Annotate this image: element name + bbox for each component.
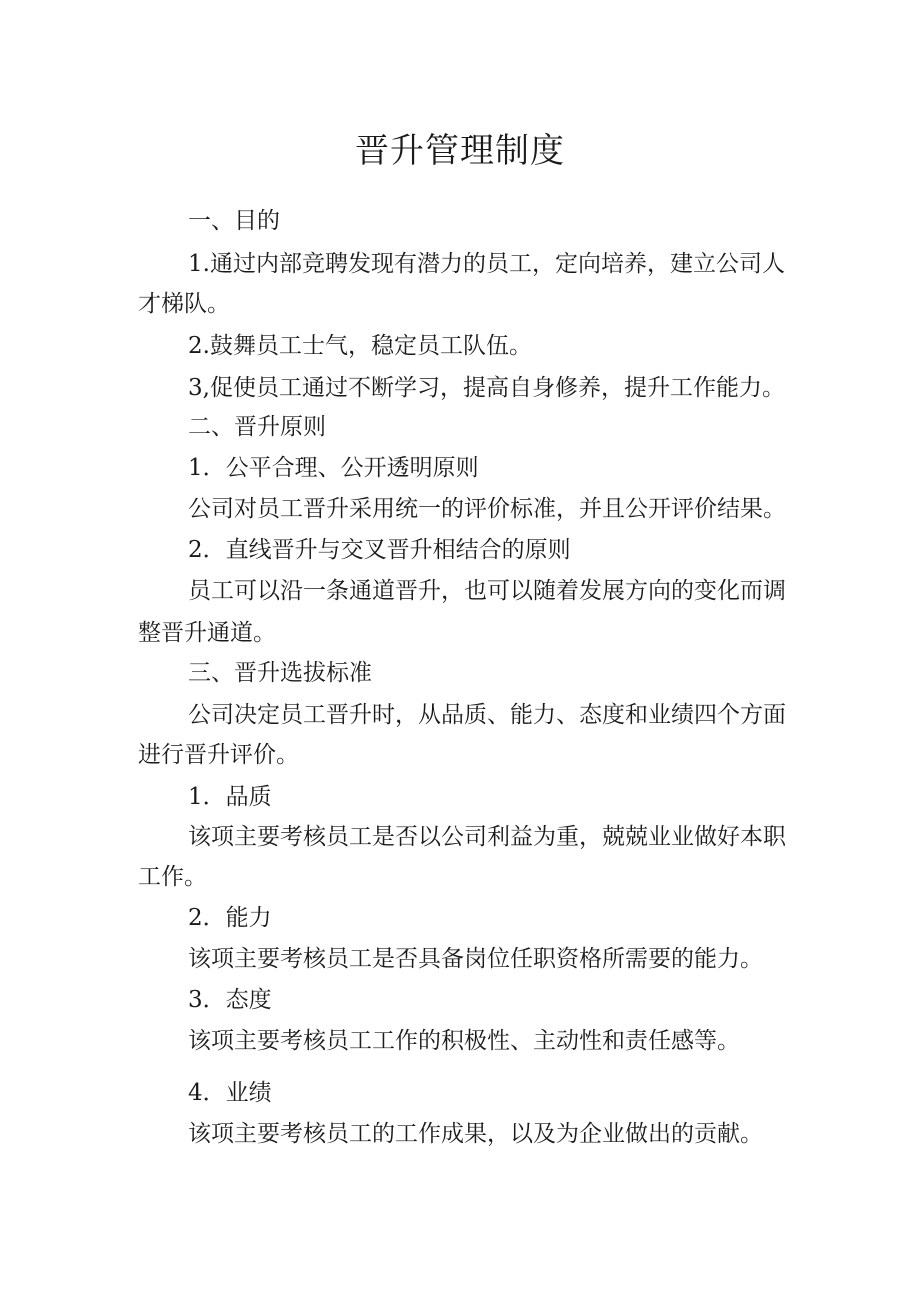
paragraph-line: 进行晋升评价。 bbox=[138, 742, 299, 768]
paragraph-line: 该项主要考核员工是否以公司利益为重，兢兢业业做好本职 bbox=[188, 824, 786, 850]
paragraph-line: 工作。 bbox=[138, 864, 207, 890]
paragraph-line: 2.鼓舞员工士气，稳定员工队伍。 bbox=[188, 333, 532, 359]
paragraph-line: 该项主要考核员工的工作成果，以及为企业做出的贡献。 bbox=[188, 1121, 763, 1147]
section-heading-standards: 三、晋升选拔标准 bbox=[188, 660, 372, 686]
paragraph-line: 该项主要考核员工工作的积极性、主动性和责任感等。 bbox=[188, 1028, 740, 1054]
document-title: 晋升管理制度 bbox=[355, 131, 565, 171]
subheading-line: 2．能力 bbox=[188, 905, 272, 931]
subheading-line: 3．态度 bbox=[188, 987, 272, 1013]
paragraph-line: 才梯队。 bbox=[138, 291, 230, 317]
paragraph-line: 该项主要考核员工是否具备岗位任职资格所需要的能力。 bbox=[188, 946, 763, 972]
section-heading-principles: 二、晋升原则 bbox=[188, 414, 326, 440]
paragraph-line: 公司决定员工晋升时，从品质、能力、态度和业绩四个方面 bbox=[188, 702, 786, 728]
subheading-line: 1．品质 bbox=[188, 784, 272, 810]
subheading-line: 4．业绩 bbox=[188, 1080, 272, 1106]
subheading-line: 2．直线晋升与交叉晋升相结合的原则 bbox=[188, 537, 571, 563]
section-heading-purpose: 一、目的 bbox=[188, 208, 280, 234]
paragraph-line: 1.通过内部竞聘发现有潜力的员工，定向培养，建立公司人 bbox=[188, 251, 785, 277]
subheading-line: 1．公平合理、公开透明原则 bbox=[188, 455, 479, 481]
paragraph-line: 员工可以沿一条通道晋升，也可以随着发展方向的变化而调 bbox=[188, 578, 786, 604]
paragraph-line: 公司对员工晋升采用统一的评价标准，并且公开评价结果。 bbox=[188, 496, 786, 522]
paragraph-line: 整晋升通道。 bbox=[138, 620, 276, 646]
paragraph-line: 3,促使员工通过不断学习，提高自身修养，提升工作能力。 bbox=[188, 375, 785, 401]
